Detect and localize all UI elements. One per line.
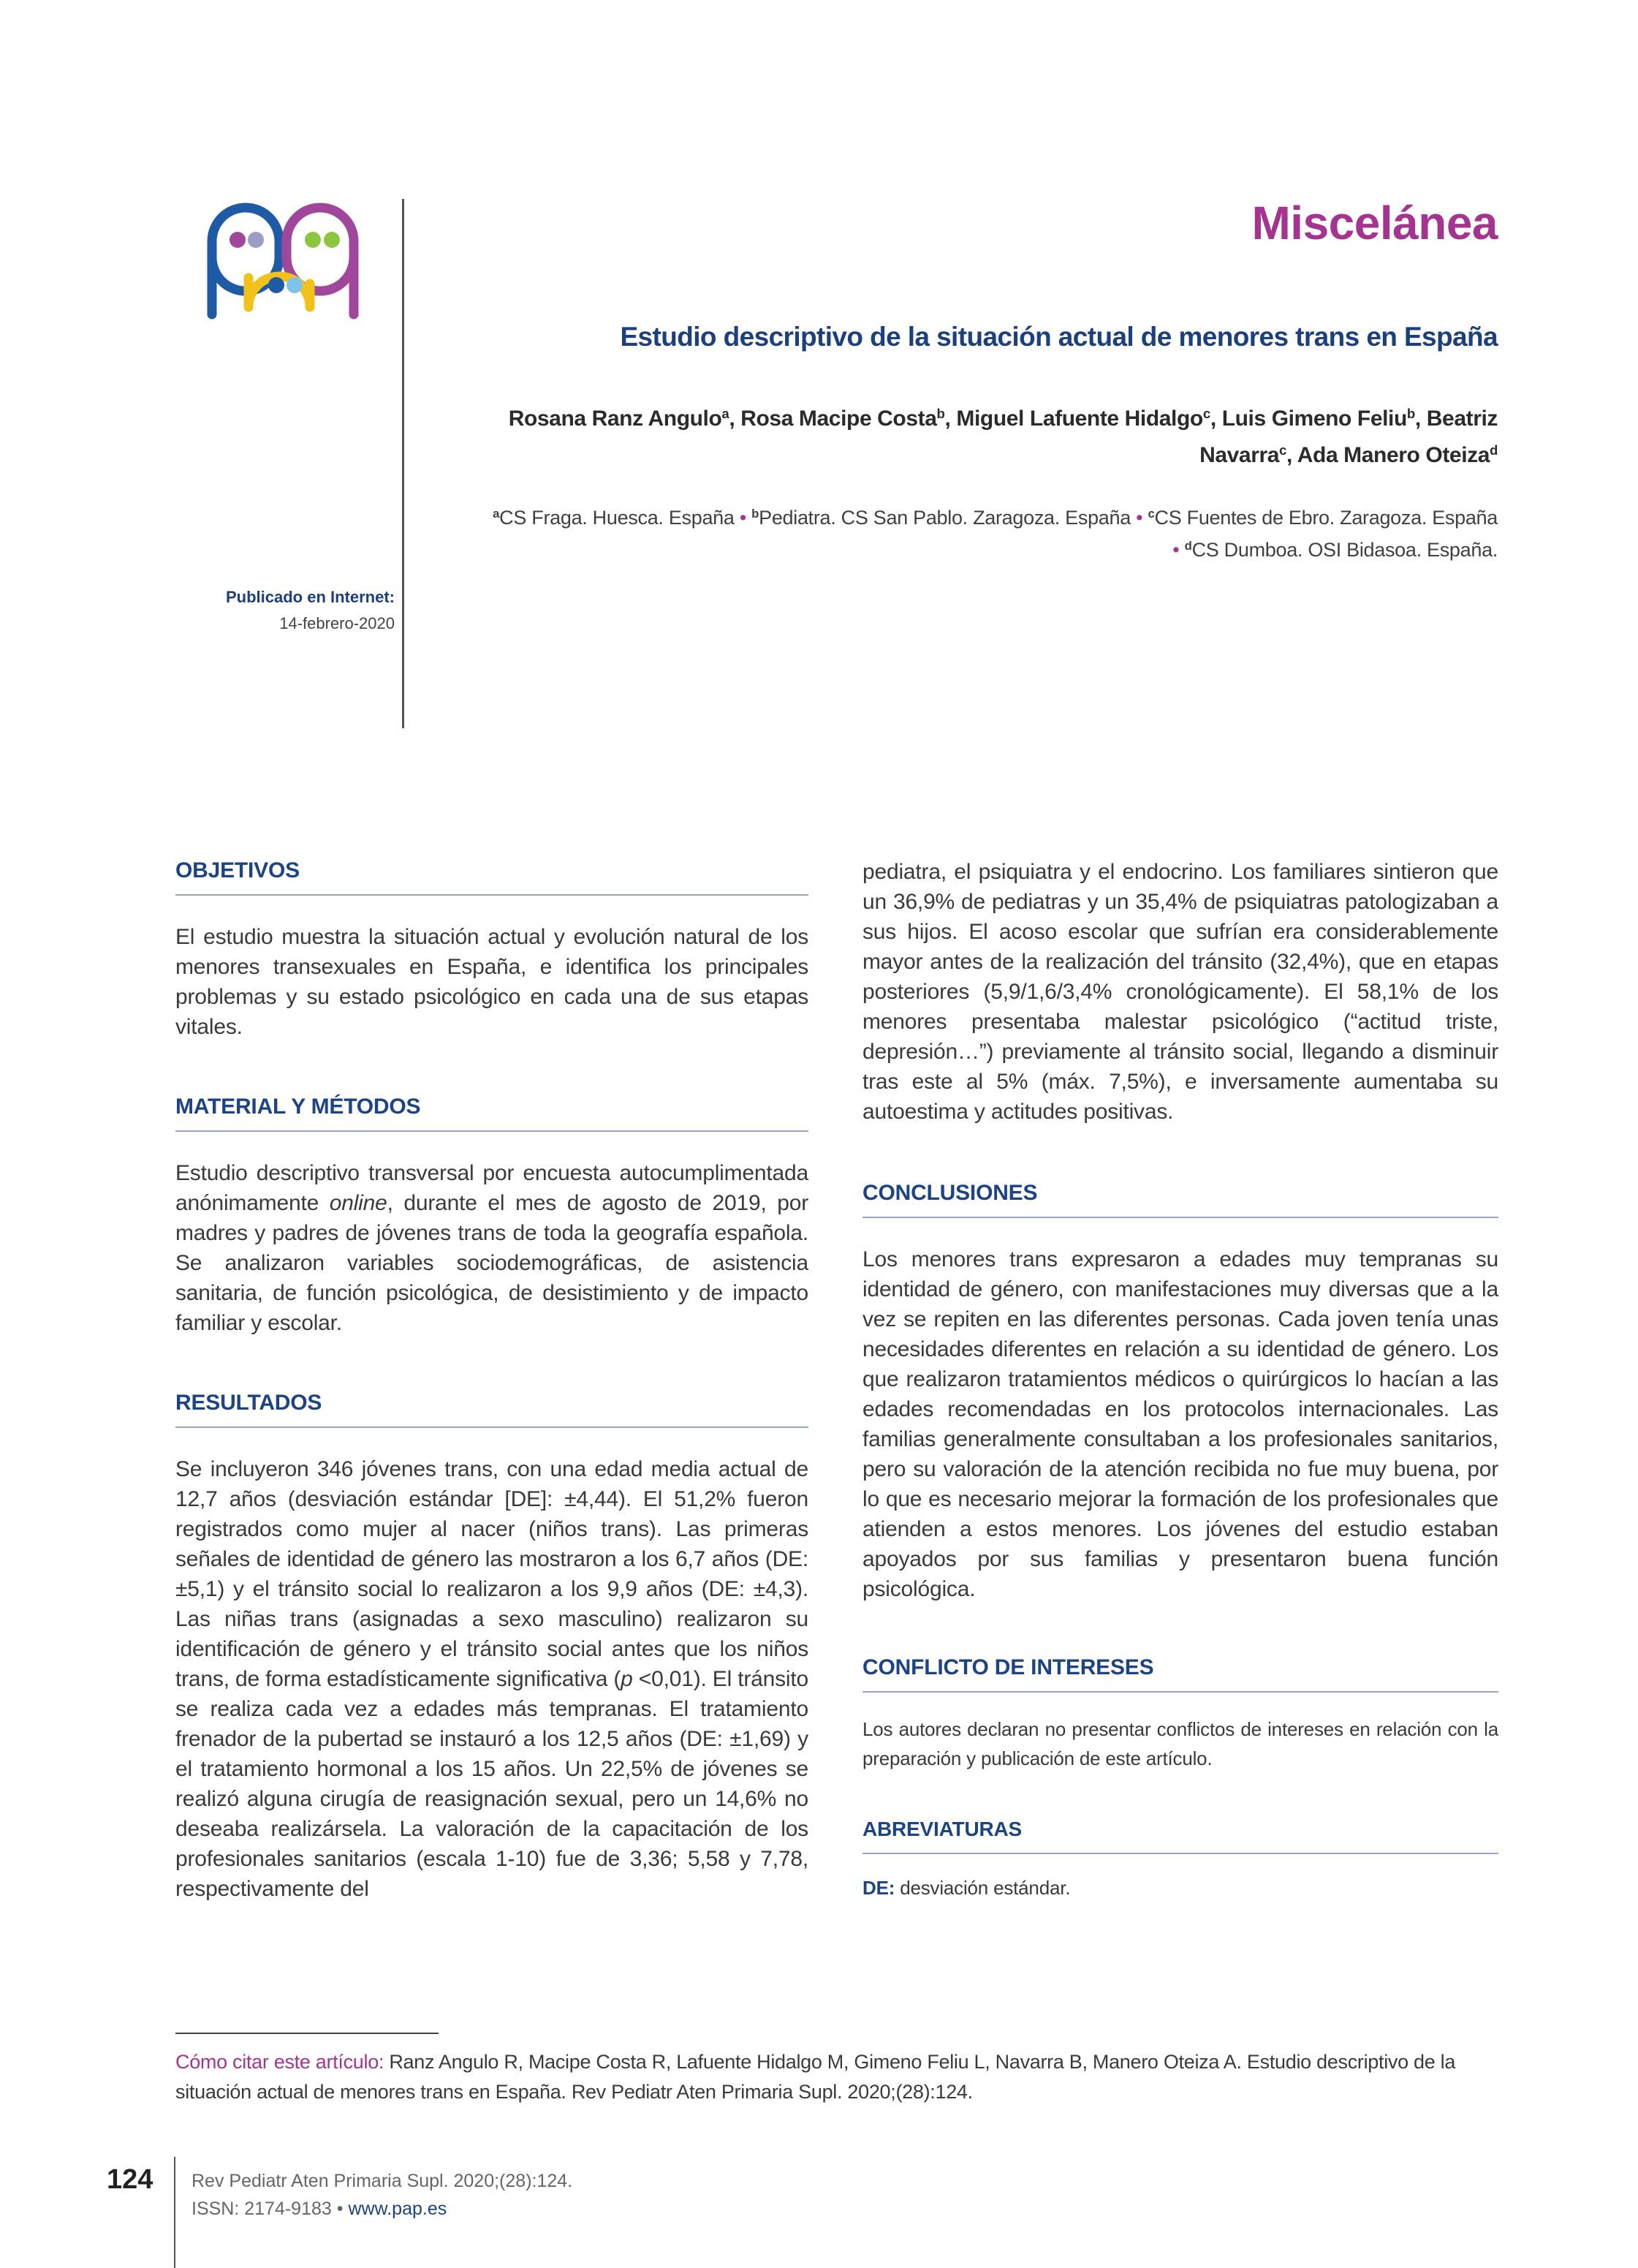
footer-vertical-rule bbox=[174, 2157, 175, 2268]
section-heading-abreviaturas: ABREVIATURAS bbox=[862, 1814, 1498, 1854]
section-heading-material: MATERIAL Y MÉTODOS bbox=[175, 1092, 808, 1132]
left-column bbox=[175, 855, 808, 1904]
right-column bbox=[862, 857, 1498, 1902]
conflicto-text: Los autores declaran no presentar conflictos de intereses en relación con la preparación y publicación de este artículo. bbox=[862, 1718, 1498, 1769]
author: Rosa Macipe Costa$^b$, bbox=[740, 405, 957, 431]
author-list bbox=[489, 401, 1498, 474]
pap-logo bbox=[203, 197, 364, 322]
author: Beatriz Navarra$^c$, bbox=[1199, 407, 1498, 467]
resultados-continuation: pediatra, el psiquiatra y el endocrino. Los familiares sintieron que un 36,9% de pediatras y un 35,4% de psiquiatras patologizaban a sus hijos. El acoso escolar que sufrían era considerablemente mayor antes de la realización del tránsito (32,4%), que en etapas posteriores (5,9/1,6/3,4% cronológicamente). El 58,1% de los menores presentaba malestar psicológico (“actitud triste, depresión…”) previamente al tránsito social, llegando a disminuir tras este al 5% (máx. 7,5%), e inversamente aumentaba su autoestima y actitudes positivas. bbox=[862, 860, 1498, 1124]
section-heading-resultados: RESULTADOS bbox=[175, 1388, 808, 1428]
section-heading-conflicto: CONFLICTO DE INTERESES bbox=[862, 1652, 1498, 1693]
material-text: Estudio descriptivo transversal por encuesta autocumplimentada anónimamente online, durante el mes de agosto de 2019, por madres y padres de jóvenes trans de toda la geografía española. Se analizaron variables sociodemográficas, de asistencia sanitaria, de función psicológica, de desistimiento y de impacto familiar y escolar. bbox=[175, 1161, 808, 1335]
affiliation: $^d$CS Dumboa. OSI Bidasoa. España. bbox=[1184, 538, 1498, 561]
published-date: 14-febrero-2020 bbox=[279, 614, 395, 632]
issn-line: ISSN: 2174-9183 • www.pap.es bbox=[192, 2199, 447, 2219]
author: Rosana Ranz Angulo$^a$, bbox=[508, 405, 741, 431]
page-number: 124 bbox=[107, 2164, 153, 2195]
section-heading-objetivos: OBJETIVOS bbox=[175, 855, 808, 896]
resultados-text: Se incluyeron 346 jóvenes trans, con una edad media actual de 12,7 años (desviación estándar [DE]: ±4,44). El 51,2% fueron registrados como mujer al nacer (niños trans). Las primeras señales de identidad de género las mostraron a los 6,7 años (DE: ±5,1) y el tránsito social lo realizaron a los 9,9 años (DE: ±4,3). Las niñas trans (asignadas a sexo masculino) realizaron su identificación de género y el tránsito social antes que los niños trans, de forma estadísticamente significativa (p <0,01). El tránsito se realiza cada vez a edades más tempranas. El tratamiento frenador de la pubertad se instauró a los 12,5 años (DE: ±1,69) y el tratamiento hormonal a los 15 años. Un 22,5% de jóvenes se realizó alguna cirugía de reasignación sexual, pero un 14,6% no deseaba realizársela. La valoración de la capacitación de los profesionales sanitarios (escala 1-10) fue de 3,36; 5,58 y 7,78, respectivamente del bbox=[175, 1457, 808, 1901]
journal-info bbox=[192, 2167, 572, 2223]
affiliation-list bbox=[460, 502, 1498, 566]
journal-url-link[interactable]: www.pap.es bbox=[348, 2199, 447, 2219]
abreviaturas-text: DE: desviación estándar. bbox=[862, 1877, 1071, 1899]
author: Miguel Lafuente Hidalgo$^c$, bbox=[956, 405, 1222, 431]
bullet-separator: • bbox=[739, 507, 746, 529]
section-label: Miscelánea bbox=[1251, 197, 1498, 249]
affiliation: $^c$CS Fuentes de Ebro. Zaragoza. España bbox=[1148, 506, 1498, 529]
bullet-separator: • bbox=[1136, 507, 1143, 529]
header-vertical-rule bbox=[402, 199, 404, 728]
conclusiones-text: Los menores trans expresaron a edades muy tempranas su identidad de género, con manifestaciones muy diversas que a la vez se repiten en las diferentes personas. Cada joven tenía unas necesidades diferentes en relación a su identidad de género. Los que realizaron tratamientos médicos o quirúrgicos lo hacían a las edades recomendadas en los protocolos internacionales. Las familias generalmente consultaban a los profesionales sanitarios, pero su valoración de la atención recibida no fue muy buena, por lo que es necesario mejorar la formación de los profesionales que atienden a estos menores. Los jóvenes del estudio estaban apoyados por sus familias y presentaron buena función psicológica. bbox=[862, 1247, 1498, 1601]
citation: Cómo citar este artículo: Ranz Angulo R, Macipe Costa R, Lafuente Hidalgo M, Gimeno Feliu L, Navarra B, Manero Oteiza A. Estudio descriptivo de la situación actual de menores trans en España. Rev Pediatr Aten Primaria Supl. 2020;(28):124. bbox=[175, 2051, 1456, 2103]
published-label: Publicado en Internet: bbox=[225, 588, 395, 606]
author: Luis Gimeno Feliu$^b$, bbox=[1221, 405, 1427, 431]
affiliation: $^b$Pediatra. CS San Pablo. Zaragoza. España bbox=[751, 506, 1131, 529]
objetivos-text: El estudio muestra la situación actual y evolución natural de los menores transexuales en España, e identifica los principales problemas y su estado psicológico en cada una de sus etapas vitales. bbox=[175, 925, 808, 1039]
journal-line: Rev Pediatr Aten Primaria Supl. 2020;(28):124. bbox=[192, 2171, 573, 2191]
author: Ada Manero Oteiza$^d$ bbox=[1297, 442, 1498, 467]
bullet-separator: • bbox=[1172, 539, 1180, 561]
article-title: Estudio descriptivo de la situación actual de menores trans en España bbox=[620, 322, 1498, 352]
section-heading-conclusiones: CONCLUSIONES bbox=[862, 1178, 1498, 1218]
affiliation: $^a$CS Fraga. Huesca. España bbox=[493, 506, 735, 529]
citation-rule bbox=[175, 2033, 439, 2034]
